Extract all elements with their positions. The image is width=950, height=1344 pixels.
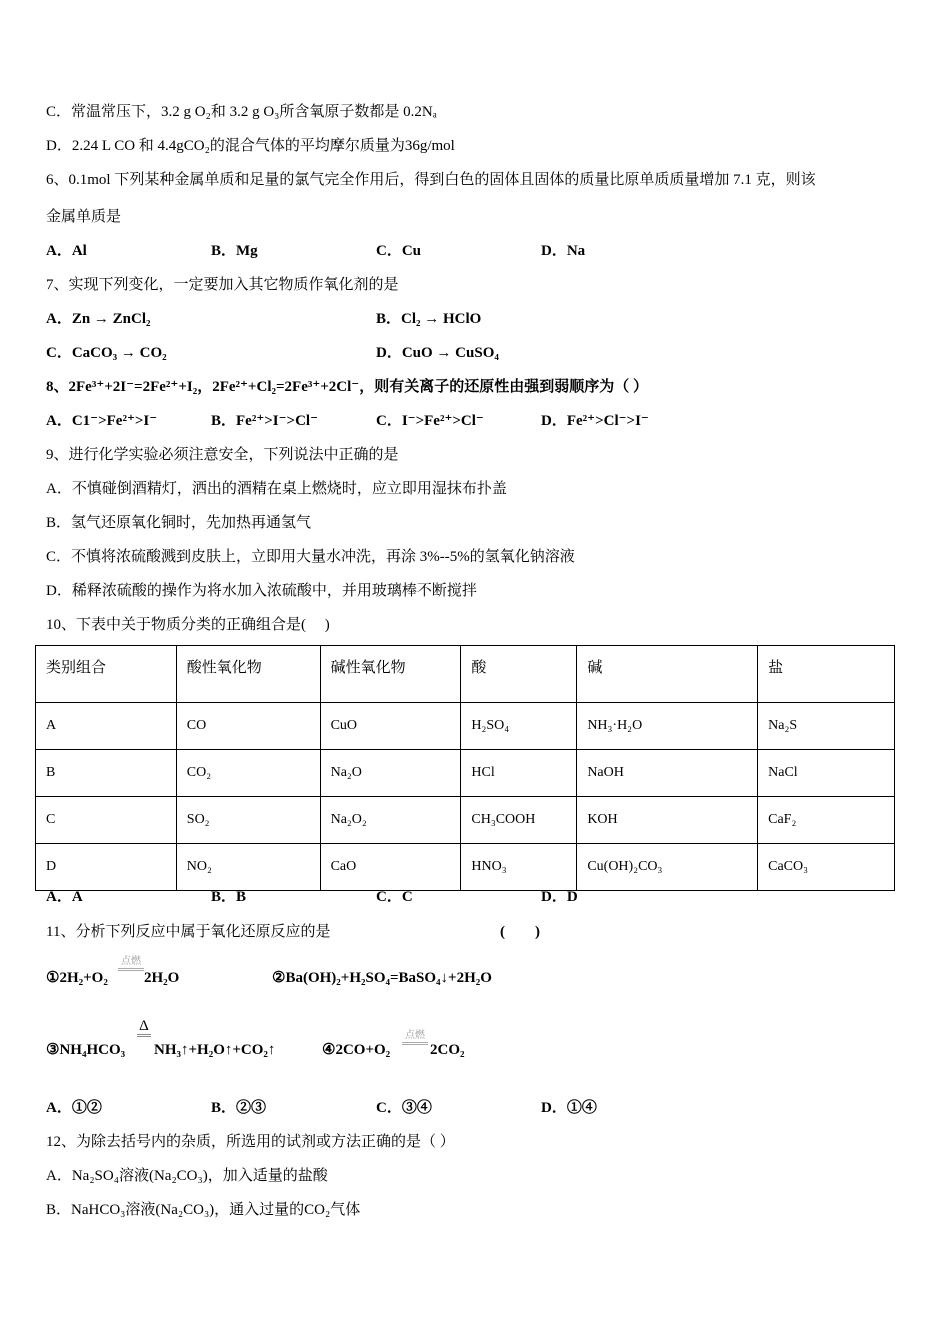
table-header: 类别组合 <box>36 646 177 703</box>
table-row <box>36 844 895 891</box>
table-cell: NaOH <box>577 750 758 797</box>
q9-stem: 9、进行化学实验必须注意安全，下列说法中正确的是 <box>46 447 399 463</box>
q7-option-c: C．CaCO₃ → CO₂ <box>46 345 167 361</box>
ignite-condition: 点燃 <box>118 956 144 971</box>
q6-option-c: C．Cu <box>376 243 422 259</box>
q11-option-a: A．①② <box>46 1100 102 1116</box>
q11-eq3-left: ③NH₄HCO₃ <box>46 1042 126 1058</box>
table-cell: CO <box>176 703 320 750</box>
classification-table <box>35 645 895 891</box>
table-cell: HCl <box>461 750 577 797</box>
q10-stem: 10、下表中关于物质分类的正确组合是( ) <box>46 617 330 633</box>
table-cell: CaO <box>320 844 461 891</box>
q12-option-a: A．Na₂SO₄溶液(Na₂CO₃)，加入适量的盐酸 <box>46 1168 328 1184</box>
q11-option-d: D．①④ <box>541 1100 597 1116</box>
q9-option-d: D．稀释浓硫酸的操作为将水加入浓硫酸中，并用玻璃棒不断搅拌 <box>46 583 477 599</box>
q12-option-b: B．NaHCO₃溶液(Na₂CO₃)，通入过量的CO₂气体 <box>46 1202 361 1218</box>
q9-option-c: C．不慎将浓硫酸溅到皮肤上，立即用大量水冲洗，再涂 3%--5%的氢氧化钠溶液 <box>46 549 575 565</box>
table-cell: A <box>36 703 177 750</box>
table-header: 酸 <box>461 646 577 703</box>
q5-option-c: C．常温常压下，3.2 g O₂和 3.2 g O₃所含氧原子数都是 0.2Nₐ <box>46 104 437 120</box>
table-cell: NO₂ <box>176 844 320 891</box>
q7-stem: 7、实现下列变化，一定要加入其它物质作氧化剂的是 <box>46 277 399 293</box>
table-cell: Na₂O <box>320 750 461 797</box>
q11-eq1-left: ①2H₂+O₂ <box>46 970 108 986</box>
q11-eq3-right: NH₃↑+H₂O↑+CO₂↑ <box>154 1042 276 1058</box>
q8-option-b: B．Fe²⁺>I⁻>Cl⁻ <box>211 413 319 429</box>
table-cell: D <box>36 844 177 891</box>
q8-option-a: A．C1⁻>Fe²⁺>I⁻ <box>46 413 158 429</box>
q11-answer-paren: ( ) <box>500 924 540 940</box>
table-row <box>36 703 895 750</box>
table-cell: CaCO₃ <box>758 844 895 891</box>
heat-condition: Δ <box>137 1018 151 1037</box>
table-cell: Na₂S <box>758 703 895 750</box>
table-cell: CO₂ <box>176 750 320 797</box>
q11-stem: 11、分析下列反应中属于氧化还原反应的是 <box>46 924 331 940</box>
table-row <box>36 750 895 797</box>
q12-stem: 12、为除去括号内的杂质，所选用的试剂或方法正确的是（ ） <box>46 1134 455 1150</box>
q9-option-b: B．氢气还原氧化铜时，先加热再通氢气 <box>46 515 312 531</box>
q10-option-c: C．C <box>376 889 413 905</box>
q11-eq4-left: ④2CO+O₂ <box>322 1042 391 1058</box>
table-cell: NaCl <box>758 750 895 797</box>
table-cell: H₂SO₄ <box>461 703 577 750</box>
q5-option-d: D．2.24 L CO 和 4.4gCO₂的混合气体的平均摩尔质量为36g/mol <box>46 138 455 154</box>
table-cell: NH₃·H₂O <box>577 703 758 750</box>
q11-option-b: B．②③ <box>211 1100 267 1116</box>
table-header: 碱性氧化物 <box>320 646 461 703</box>
q6-stem: 6、0.1mol 下列某种金属单质和足量的氯气完全作用后，得到白色的固体且固体的质量比原单质质量增加 7.1 克，则该 <box>46 172 816 188</box>
table-header: 盐 <box>758 646 895 703</box>
q8-stem: 8、2Fe³⁺+2I⁻=2Fe²⁺+I₂，2Fe²⁺+Cl₂=2Fe³⁺+2Cl⁻，则有关离子的还原性由强到弱顺序为（ ） <box>46 379 648 395</box>
table-cell: CaF₂ <box>758 797 895 844</box>
table-cell: C <box>36 797 177 844</box>
q6-option-d: D．Na <box>541 243 586 259</box>
table-header: 碱 <box>577 646 758 703</box>
q11-eq2: ②Ba(OH)₂+H₂SO₄=BaSO₄↓+2H₂O <box>272 970 492 986</box>
table-cell: B <box>36 750 177 797</box>
q7-option-d: D．CuO → CuSO₄ <box>376 345 499 361</box>
q8-option-c: C．I⁻>Fe²⁺>Cl⁻ <box>376 413 484 429</box>
table-cell: Na₂O₂ <box>320 797 461 844</box>
table-cell: KOH <box>577 797 758 844</box>
table-cell: CuO <box>320 703 461 750</box>
table-cell: HNO₃ <box>461 844 577 891</box>
table-cell: CH₃COOH <box>461 797 577 844</box>
q10-option-d: D．D <box>541 889 578 905</box>
table-header-row <box>36 646 895 703</box>
table-row <box>36 797 895 844</box>
q11-eq1-right: 2H₂O <box>144 970 180 986</box>
table-header: 酸性氧化物 <box>176 646 320 703</box>
q6-option-a: A．Al <box>46 243 87 259</box>
q7-option-b: B．Cl₂ → HClO <box>376 311 482 327</box>
q10-option-b: B．B <box>211 889 247 905</box>
q11-eq4-right: 2CO₂ <box>430 1042 465 1058</box>
q9-option-a: A．不慎碰倒酒精灯，洒出的酒精在桌上燃烧时，应立即用湿抹布扑盖 <box>46 481 507 497</box>
q7-option-a: A．Zn → ZnCl₂ <box>46 311 151 327</box>
table-cell: Cu(OH)₂CO₃ <box>577 844 758 891</box>
ignite-condition: 点燃 <box>402 1030 428 1045</box>
q6-option-b: B．Mg <box>211 243 258 259</box>
table-cell: SO₂ <box>176 797 320 844</box>
q6-stem-cont: 金属单质是 <box>46 209 122 225</box>
q11-option-c: C．③④ <box>376 1100 432 1116</box>
q10-option-a: A．A <box>46 889 83 905</box>
q8-option-d: D．Fe²⁺>Cl⁻>I⁻ <box>541 413 649 429</box>
